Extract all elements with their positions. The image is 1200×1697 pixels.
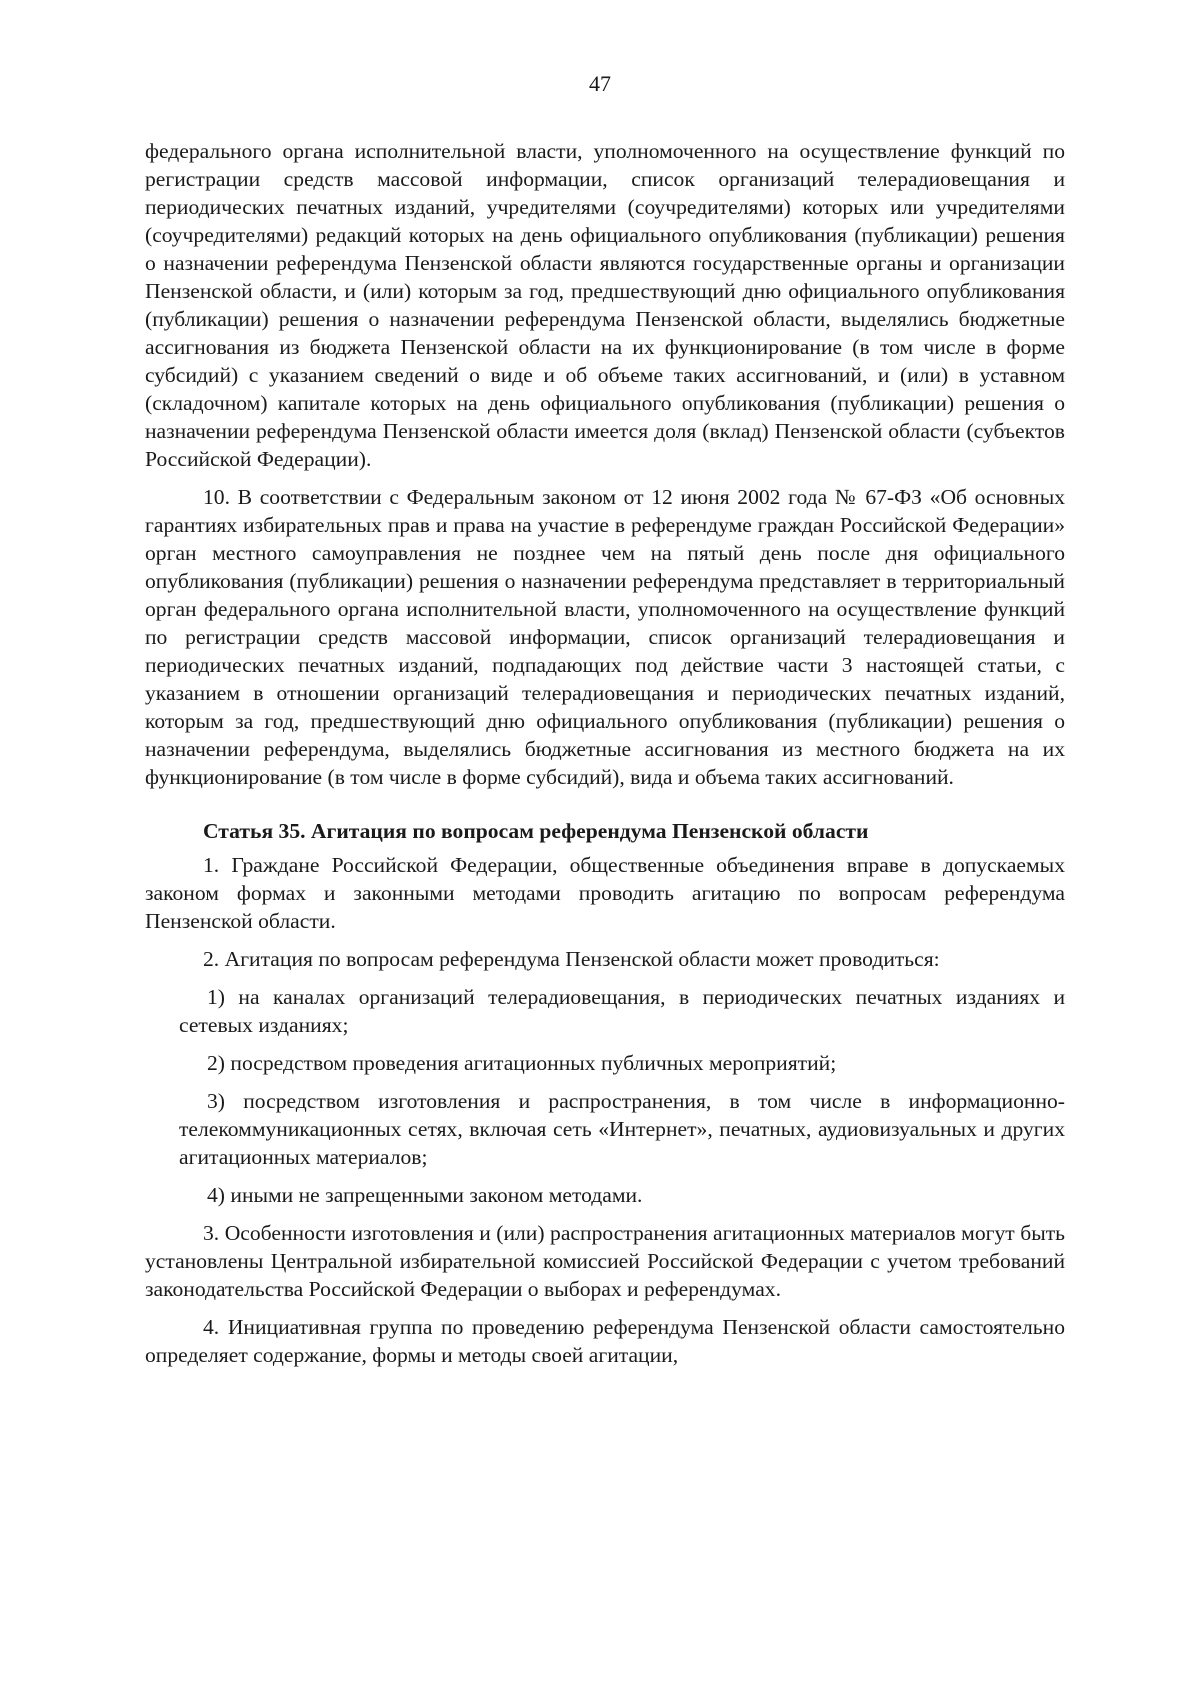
document-body [145,137,1065,1369]
paragraph-article-35-item-2: 2. Агитация по вопросам референдума Пензенской области может проводиться: [203,947,940,971]
page-number: 47 [589,71,611,96]
list-item: 3) посредством изготовления и распространения, в том числе в информационно-телекоммуникационных сетях, включая сеть «Интернет», печатных, аудиовизуальных и других агитационных материалов; [179,1089,1065,1169]
list-item: 1) на каналах организаций телерадиовещания, в периодических печатных изданиях и сетевых изданиях; [179,985,1065,1037]
list-item: 4) иными не запрещенными законом методами. [207,1183,643,1207]
paragraph-article-35-item-3: 3. Особенности изготовления и (или) распространения агитационных материалов могут быть установлены Центральной избирательной комиссией Российской Федерации с учетом требований законодательства Российской Федерации о выборах и референдумах. [145,1221,1065,1301]
paragraph-article-35-item-1: 1. Граждане Российской Федерации, общественные объединения вправе в допускаемых законом формах и законными методами проводить агитацию по вопросам референдума Пензенской области. [145,853,1065,933]
paragraph-item-10: 10. В соответствии с Федеральным законом от 12 июня 2002 года № 67-ФЗ «Об основных гарантиях избирательных прав и права на участие в референдуме граждан Российской Федерации» орган местного самоуправления не позднее чем на пятый день после дня официального опубликования (публикации) решения о назначении референдума представляет в территориальный орган федерального органа исполнительной власти, уполномоченного на осуществление функций по регистрации средств массовой информации, список организаций телерадиовещания и периодических печатных изданий, подпадающих под действие части 3 настоящей статьи, с указанием в отношении организаций телерадиовещания и периодических печатных изданий, которым за год, предшествующий дню официального опубликования (публикации) решения о назначении референдума, выделялись бюджетные ассигнования из местного бюджета на их функционирование (в том числе в форме субсидий), вида и объема таких ассигнований. [145,485,1065,789]
list-item: 2) посредством проведения агитационных публичных мероприятий; [207,1051,837,1075]
article-heading: Статья 35. Агитация по вопросам референдума Пензенской области [203,819,869,843]
paragraph-article-35-item-4: 4. Инициативная группа по проведению референдума Пензенской области самостоятельно определяет содержание, формы и методы своей агитации, [145,1315,1065,1367]
paragraph-continuation: федерального органа исполнительной власти, уполномоченного на осуществление функций по регистрации средств массовой информации, список организаций телерадиовещания и периодических печатных изданий, учредителями (соучредителями) которых или учредителями (соучредителями) редакций которых на день официального опубликования (публикации) решения о назначении референдума Пензенской области являются государственные органы и организации Пензенской области, и (или) которым за год, предшествующий дню официального опубликования (публикации) решения о назначении референдума Пензенской области, выделялись бюджетные ассигнования из бюджета Пензенской области на их функционирование (в том числе в форме субсидий) с указанием сведений о виде и об объеме таких ассигнований, и (или) в уставном (складочном) капитале которых на день официального опубликования (публикации) решения о назначении референдума Пензенской области имеется доля (вклад) Пензенской области (субъектов Российской Федерации). [145,139,1065,471]
